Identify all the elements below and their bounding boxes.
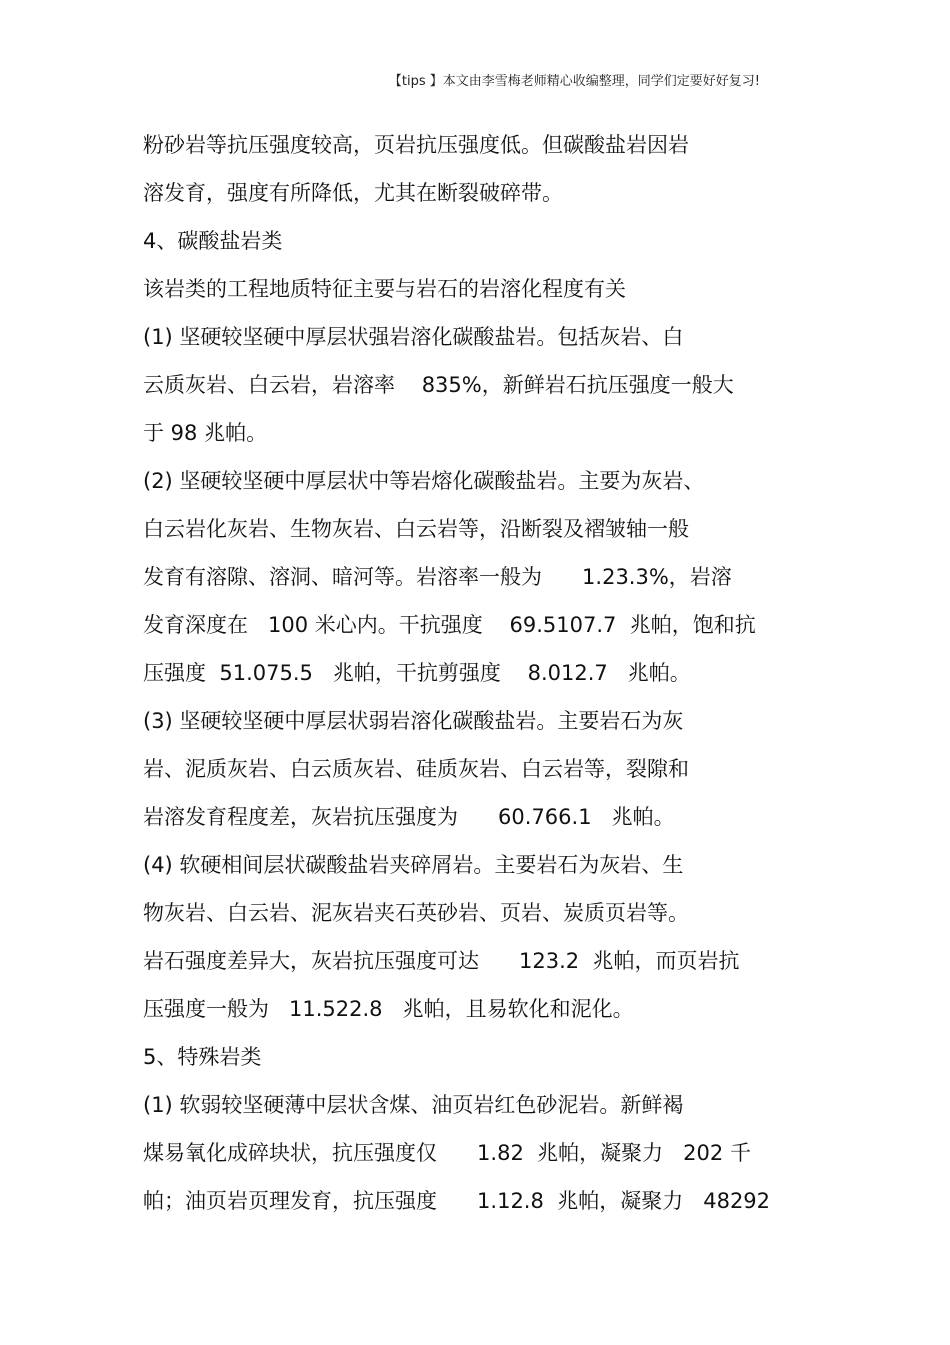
text-line: 于 98 兆帕。 [143, 421, 268, 445]
text-line: 岩、泥质灰岩、白云质灰岩、硅质灰岩、白云岩等，裂隙和 [143, 757, 689, 781]
text-line: 压强度 51.075.5 兆帕，干抗剪强度 8.012.7 兆帕。 [143, 661, 691, 685]
text-line: 岩石强度差异大，灰岩抗压强度可达 123.2 兆帕，而页岩抗 [143, 949, 740, 973]
text-line: (3) 坚硬较坚硬中厚层状弱岩溶化碳酸盐岩。主要岩石为灰 [143, 709, 684, 733]
document-body [143, 125, 823, 1229]
text-line: 溶发育，强度有所降低，尤其在断裂破碎带。 [143, 181, 563, 205]
text-line: 物灰岩、白云岩、泥灰岩夹石英砂岩、页岩、炭质页岩等。 [143, 901, 689, 925]
text-line: (4) 软硬相间层状碳酸盐岩夹碎屑岩。主要岩石为灰岩、生 [143, 853, 684, 877]
text-line: 发育深度在 100 米心内。干抗强度 69.5107.7 兆帕，饱和抗 [143, 613, 756, 637]
text-line: (1) 软弱较坚硬薄中层状含煤、油页岩红色砂泥岩。新鲜褐 [143, 1093, 684, 1117]
text-line: (2) 坚硬较坚硬中厚层状中等岩熔化碳酸盐岩。主要为灰岩、 [143, 469, 705, 493]
section-heading: 5、特殊岩类 [143, 1045, 262, 1069]
text-line: 粉砂岩等抗压强度较高，页岩抗压强度低。但碳酸盐岩因岩 [143, 133, 689, 157]
header-tip: 【tips 】本文由李雪梅老师精心收编整理，同学们定要好好复习! [388, 74, 760, 89]
text-line: 压强度一般为 11.522.8 兆帕，且易软化和泥化。 [143, 997, 634, 1021]
text-line: 帕；油页岩页理发育，抗压强度 1.12.8 兆帕，凝聚力 48292 [143, 1189, 771, 1213]
text-line: 云质灰岩、白云岩，岩溶率 835%，新鲜岩石抗压强度一般大 [143, 373, 734, 397]
text-line: 发育有溶隙、溶洞、暗河等。岩溶率一般为 1.23.3%，岩溶 [143, 565, 732, 589]
text-line: (1) 坚硬较坚硬中厚层状强岩溶化碳酸盐岩。包括灰岩、白 [143, 325, 684, 349]
text-line: 该岩类的工程地质特征主要与岩石的岩溶化程度有关 [143, 277, 626, 301]
text-line: 白云岩化灰岩、生物灰岩、白云岩等，沿断裂及褶皱轴一般 [143, 517, 689, 541]
section-heading: 4、碳酸盐岩类 [143, 229, 283, 253]
text-line: 煤易氧化成碎块状，抗压强度仅 1.82 兆帕，凝聚力 202 千 [143, 1141, 751, 1165]
text-line: 岩溶发育程度差，灰岩抗压强度为 60.766.1 兆帕。 [143, 805, 675, 829]
